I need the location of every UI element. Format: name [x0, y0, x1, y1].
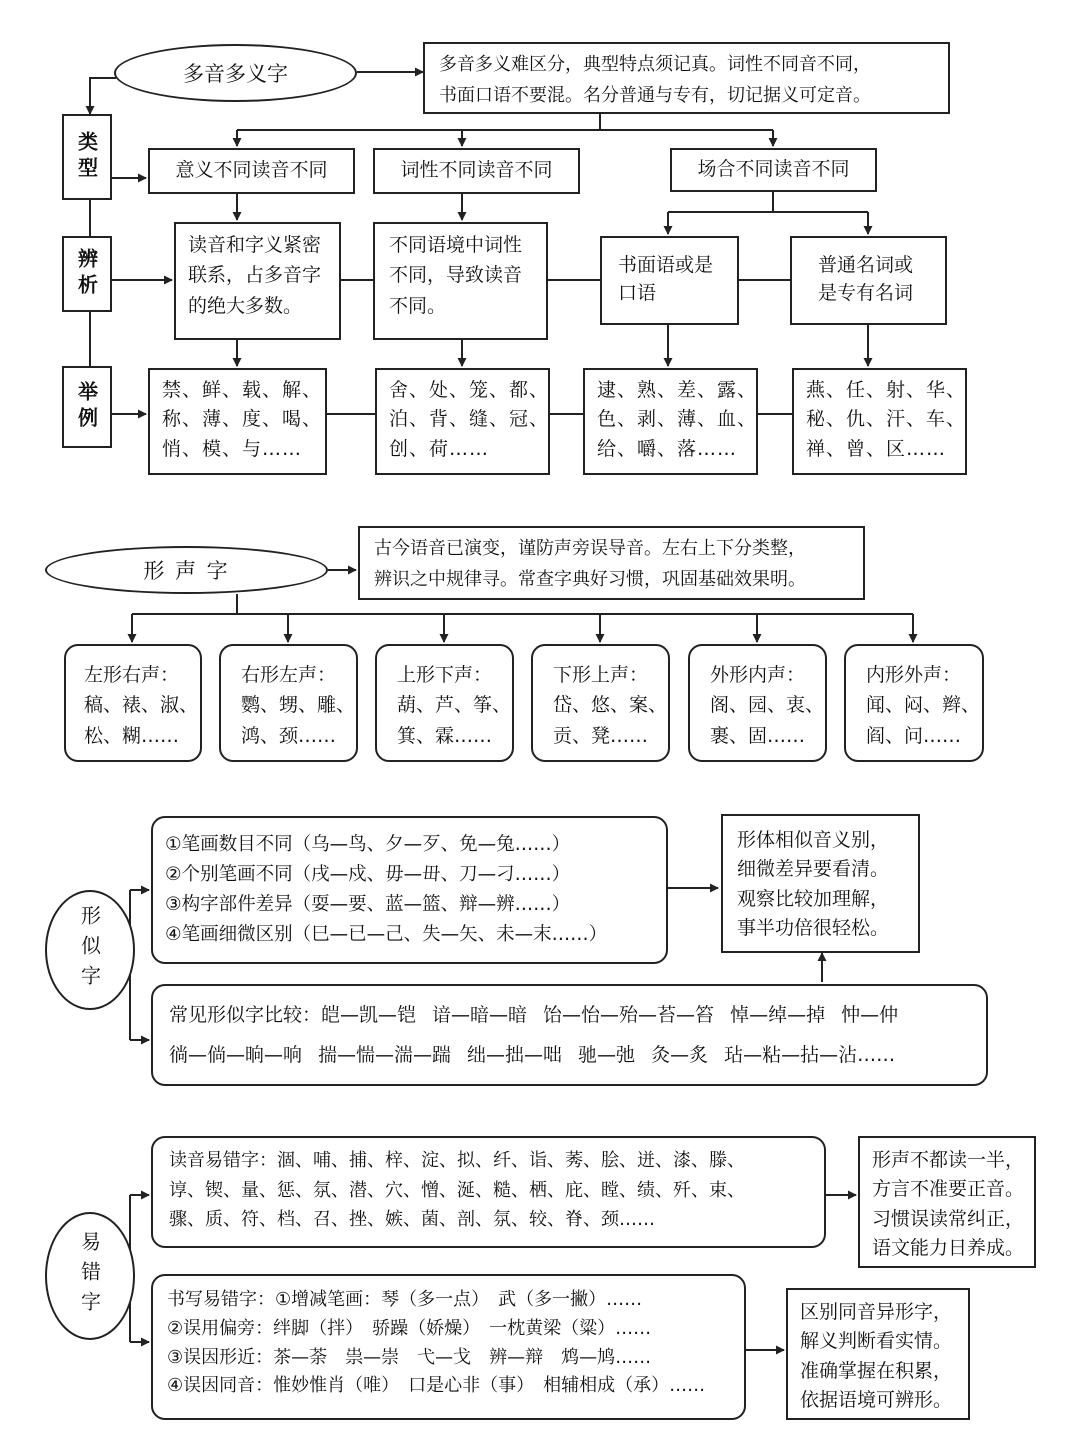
summary-line: 观察比较加理解， — [737, 887, 890, 910]
similar-form-oval — [45, 890, 135, 1010]
category-right-shape-left-sound — [219, 644, 358, 762]
type-meaning — [148, 148, 355, 194]
example-line: 悄、模、与…… — [162, 437, 303, 460]
type-context — [670, 148, 877, 192]
side-label-analyze-text: 辨析 — [74, 248, 99, 300]
type-label: 词性不同读音不同 — [400, 159, 553, 182]
analysis-part-of-speech — [373, 222, 548, 340]
phonosemantic-summary — [358, 526, 865, 600]
summary-line: 区别同音异形字， — [800, 1301, 953, 1323]
pronunciation-errors — [151, 1136, 826, 1248]
summary-line: 准确掌握在积累， — [800, 1359, 953, 1382]
pron-line: 骤、质、符、档、召、挫、嫉、菌、剖、氛、较、脊、颈…… — [169, 1209, 655, 1231]
category-line: 鹦、甥、雕、 — [241, 694, 356, 717]
category-line: 裹、固…… — [710, 724, 806, 747]
compare-group: 驰—弛 — [578, 1043, 636, 1066]
similar-item: ③构字部件差异（耍—要、蓝—篮、辩—辨……） — [165, 893, 571, 915]
similar-form-items — [151, 816, 668, 964]
summary-line: 书面口语不要混。名分普通与专有，切记据义可定音。 — [439, 84, 871, 106]
example-line: 泊、背、缝、冠、 — [389, 408, 550, 431]
category-head: 内形外声： — [866, 664, 962, 686]
summary-line: 语文能力日养成。 — [872, 1237, 1025, 1260]
writing-errors — [151, 1274, 746, 1420]
category-head: 上形下声： — [397, 664, 493, 686]
analysis-text: 书面语或是口语 — [618, 254, 714, 304]
category-line: 鸿、颈…… — [241, 724, 337, 747]
category-line: 阁、园、衷、 — [710, 694, 825, 717]
example-line: 禅、曾、区…… — [806, 437, 947, 460]
category-line: 葫、芦、筝、 — [397, 694, 512, 717]
summary-line: 形声不都读一半， — [872, 1149, 1025, 1171]
analysis-common-proper — [790, 236, 947, 325]
polyphone-title-text: 多音多义字 — [183, 62, 288, 86]
analysis-text: 读音和字义紧密联系，占多音字的绝大多数。 — [188, 234, 322, 317]
summary-line: 细微差异要看清。 — [737, 858, 890, 881]
side-label-example-text: 举例 — [74, 381, 99, 433]
side-label-analyze — [62, 236, 112, 312]
summary-line: 解义判断看实情。 — [800, 1330, 953, 1353]
side-label-type-text: 类型 — [74, 131, 99, 183]
category-head: 左形右声： — [84, 664, 180, 686]
compare-label: 常见形似字比较： — [169, 1004, 322, 1026]
example-line: 称、薄、度、喝、 — [162, 408, 323, 431]
category-line: 松、糊…… — [84, 724, 180, 747]
examples-part-of-speech — [375, 368, 550, 475]
writing-summary — [786, 1288, 970, 1420]
example-line: 秘、仇、汗、车、 — [806, 408, 967, 431]
write-line: ③误因形近：茶—荼 祟—崇 弋—戈 辨—辩 鸩—鸠…… — [167, 1346, 652, 1368]
summary-line: 古今语音已演变，谨防声旁误导音。左右上下分类整， — [374, 538, 806, 559]
similar-form-compare — [151, 984, 988, 1086]
summary-line: 依据语境可辨形。 — [800, 1389, 953, 1412]
category-head: 下形上声： — [553, 664, 649, 686]
summary-line: 多音多义难区分，典型特点须记真。词性不同音不同， — [439, 54, 871, 75]
category-line: 贡、凳…… — [553, 724, 649, 747]
summary-line: 形体相似音义别， — [737, 829, 890, 851]
examples-meaning — [148, 368, 327, 475]
analysis-text: 普通名词或是专有名词 — [818, 254, 914, 304]
error-prone-oval — [45, 1212, 135, 1340]
similar-form-summary — [721, 814, 920, 953]
analysis-text: 不同语境中词性不同，导致读音不同。 — [389, 234, 523, 317]
category-line: 阎、问…… — [866, 724, 962, 747]
example-line: 舍、处、笼、都、 — [389, 379, 550, 401]
summary-line: 辨识之中规律寻。常查字典好习惯，巩固基础效果明。 — [374, 568, 806, 590]
line-type3-split — [668, 192, 868, 212]
example-line: 创、荷…… — [389, 437, 490, 460]
example-line: 逮、熟、差、露、 — [597, 379, 758, 401]
write-line: 书写易错字：①增减笔画：琴（多一点） 武（多一撇）…… — [167, 1289, 643, 1310]
example-line: 禁、鲜、载、解、 — [162, 379, 323, 401]
category-outer-shape-inner-sound — [688, 644, 827, 762]
similar-form-title: 形似字 — [77, 905, 102, 995]
category-line: 闻、闷、辫、 — [866, 694, 981, 717]
example-line: 色、剥、薄、血、 — [597, 408, 758, 431]
similar-item: ②个别笔画不同（戌—戍、毋—毌、刀—刁……） — [165, 863, 571, 885]
type-label: 意义不同读音不同 — [175, 159, 328, 182]
compare-group: 饴—怡—殆—苔—笞 — [543, 1004, 715, 1026]
category-bottom-shape-top-sound — [531, 644, 670, 762]
compare-line-1 — [169, 996, 970, 1036]
compare-line-2 — [169, 1036, 970, 1076]
compare-group: 徜—倘—晌—响 — [169, 1043, 303, 1066]
analysis-written-spoken — [600, 236, 739, 325]
similar-item: ④笔画细微区别（巳—已—己、失—矢、未—末……） — [165, 923, 608, 945]
similar-item: ①笔画数目不同（乌—鸟、夕—歹、免—兔……） — [165, 834, 571, 855]
category-left-shape-right-sound — [64, 644, 202, 762]
side-label-example — [62, 366, 112, 448]
summary-line: 方言不准要正音。 — [872, 1178, 1025, 1201]
line-summary-to-types — [237, 114, 773, 130]
write-line: ②误用偏旁：绊脚（拌） 骄躁（娇燥） 一枕黄梁（粱）…… — [167, 1317, 652, 1339]
summary-line: 事半功倍很轻松。 — [737, 917, 890, 940]
compare-group: 绌—拙—咄 — [467, 1043, 563, 1066]
category-line: 箕、霖…… — [397, 724, 493, 747]
arrow-title-to-type-label — [90, 78, 116, 114]
error-prone-title: 易错字 — [77, 1231, 102, 1321]
pronunciation-summary — [858, 1136, 1036, 1268]
pron-line: 谆、锲、量、惩、氛、潜、穴、憎、涎、糙、栖、庇、瞠、绩、歼、束、 — [169, 1179, 745, 1201]
category-line: 岱、悠、案、 — [553, 694, 668, 717]
category-top-shape-bottom-sound — [375, 644, 514, 762]
side-label-type — [62, 114, 112, 200]
example-line: 燕、任、射、华、 — [806, 379, 967, 401]
examples-written-spoken — [583, 368, 758, 475]
compare-group: 忡—仲 — [841, 1004, 899, 1026]
category-inner-shape-outer-sound — [844, 644, 984, 762]
write-line: ④误因同音：惟妙惟肖（唯） 口是心非（事） 相辅相成（承）…… — [167, 1375, 706, 1397]
compare-group: 悼—绰—掉 — [730, 1004, 826, 1026]
compare-group: 皑—凯—铠 — [321, 1004, 417, 1026]
summary-line: 习惯误读常纠正， — [872, 1207, 1025, 1230]
type-part-of-speech — [373, 148, 580, 194]
category-line: 稿、裱、淑、 — [84, 694, 199, 717]
phonosemantic-title-text: 形 声 字 — [143, 559, 230, 583]
compare-group: 玷—粘—拈—沾…… — [724, 1043, 896, 1066]
category-head: 右形左声： — [241, 664, 337, 686]
compare-group: 灸—炙 — [651, 1043, 709, 1066]
pron-line: 读音易错字：涸、哺、捕、梓、淀、拟、纤、诣、莠、脍、迸、漆、滕、 — [169, 1150, 745, 1171]
example-line: 给、嚼、落…… — [597, 437, 738, 460]
phonosemantic-title — [45, 546, 328, 594]
examples-common-proper — [792, 368, 967, 475]
type-label: 场合不同读音不同 — [697, 158, 850, 181]
analysis-meaning — [174, 222, 341, 340]
compare-group: 谙—暗—暗 — [432, 1004, 528, 1026]
polyphone-title — [114, 44, 357, 102]
compare-group: 揣—惴—湍—踹 — [318, 1043, 452, 1066]
polyphone-summary — [423, 42, 950, 114]
category-head: 外形内声： — [710, 664, 806, 686]
